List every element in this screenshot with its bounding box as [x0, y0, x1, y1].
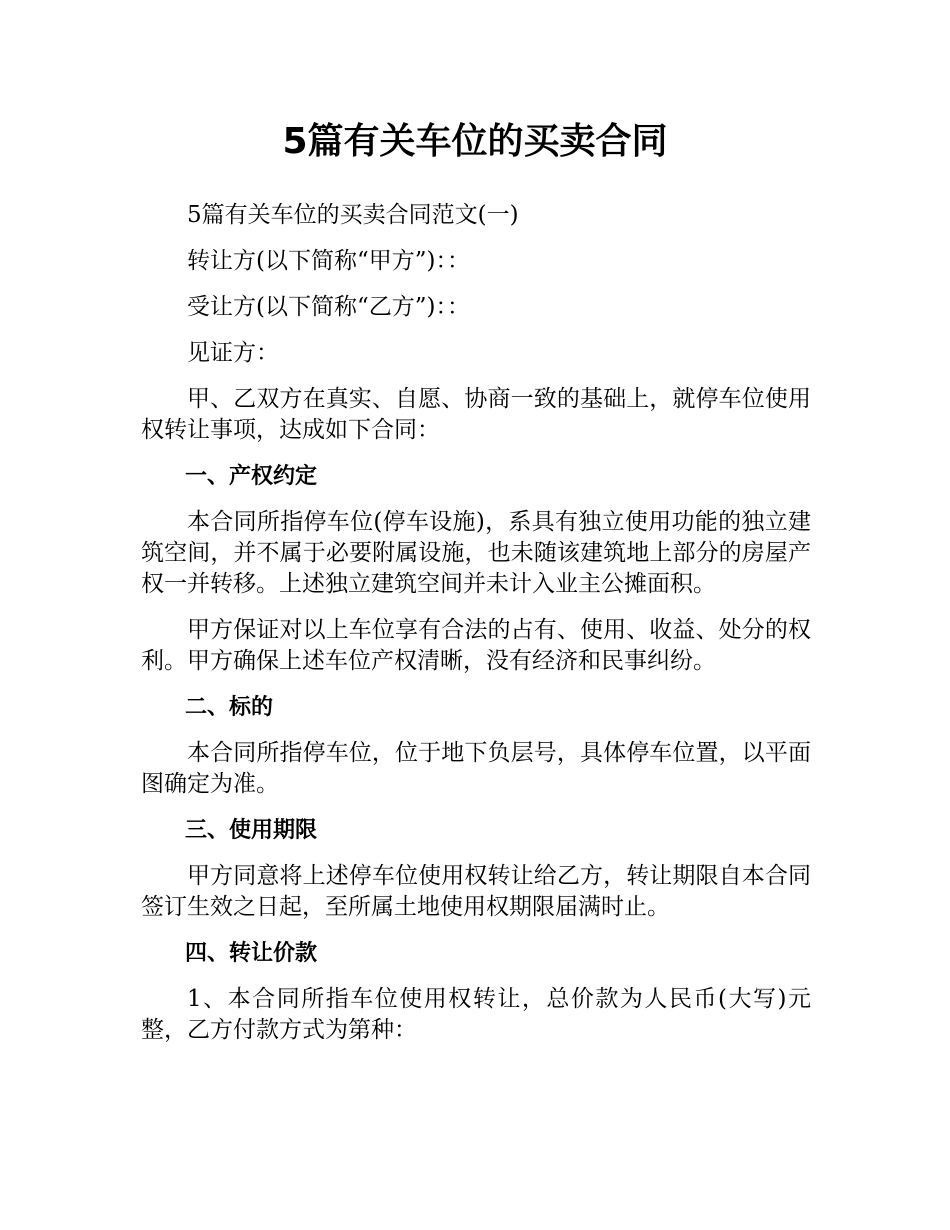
section-heading-term: 三、使用期限 [185, 818, 318, 843]
paragraph-ownership-2: 甲方保证对以上车位享有合法的占有、使用、收益、处分的权利。甲方确保上述车位产权清晰，没有经济和民事纠纷。 [141, 617, 811, 674]
section-heading-price: 四、转让价款 [185, 941, 318, 966]
paragraph-preamble: 甲、乙双方在真实、自愿、协商一致的基础上，就停车位使用权转让事项，达成如下合同： [141, 386, 811, 443]
section-heading-subject: 二、标的 [185, 695, 274, 720]
document-title: 5篇有关车位的买卖合同 [282, 121, 668, 162]
section-heading-ownership: 一、产权约定 [185, 464, 318, 489]
paragraph-transferee: 受让方(以下简称“乙方”)：： [187, 294, 470, 320]
paragraph-heading-line: 5篇有关车位的买卖合同范文(一) [187, 202, 519, 228]
paragraph-subject: 本合同所指停车位，位于地下负层号，具体停车位置，以平面图确定为准。 [141, 740, 811, 797]
document-body [141, 200, 811, 1061]
paragraph-transferor: 转让方(以下简称“甲方”)：： [187, 248, 470, 274]
paragraph-term: 甲方同意将上述停车位使用权转让给乙方，转让期限自本合同签订生效之日起，至所属土地使用权期限届满时止。 [141, 863, 811, 920]
paragraph-ownership-1: 本合同所指停车位(停车设施)，系具有独立使用功能的独立建筑空间，并不属于必要附属设施，也未随该建筑地上部分的房屋产权一并转移。上述独立建筑空间并未计入业主公摊面积。 [141, 509, 811, 597]
paragraph-witness: 见证方： [187, 340, 279, 366]
paragraph-price: 1、本合同所指车位使用权转让，总价款为人民币(大写)元整，乙方付款方式为第种： [141, 986, 811, 1043]
